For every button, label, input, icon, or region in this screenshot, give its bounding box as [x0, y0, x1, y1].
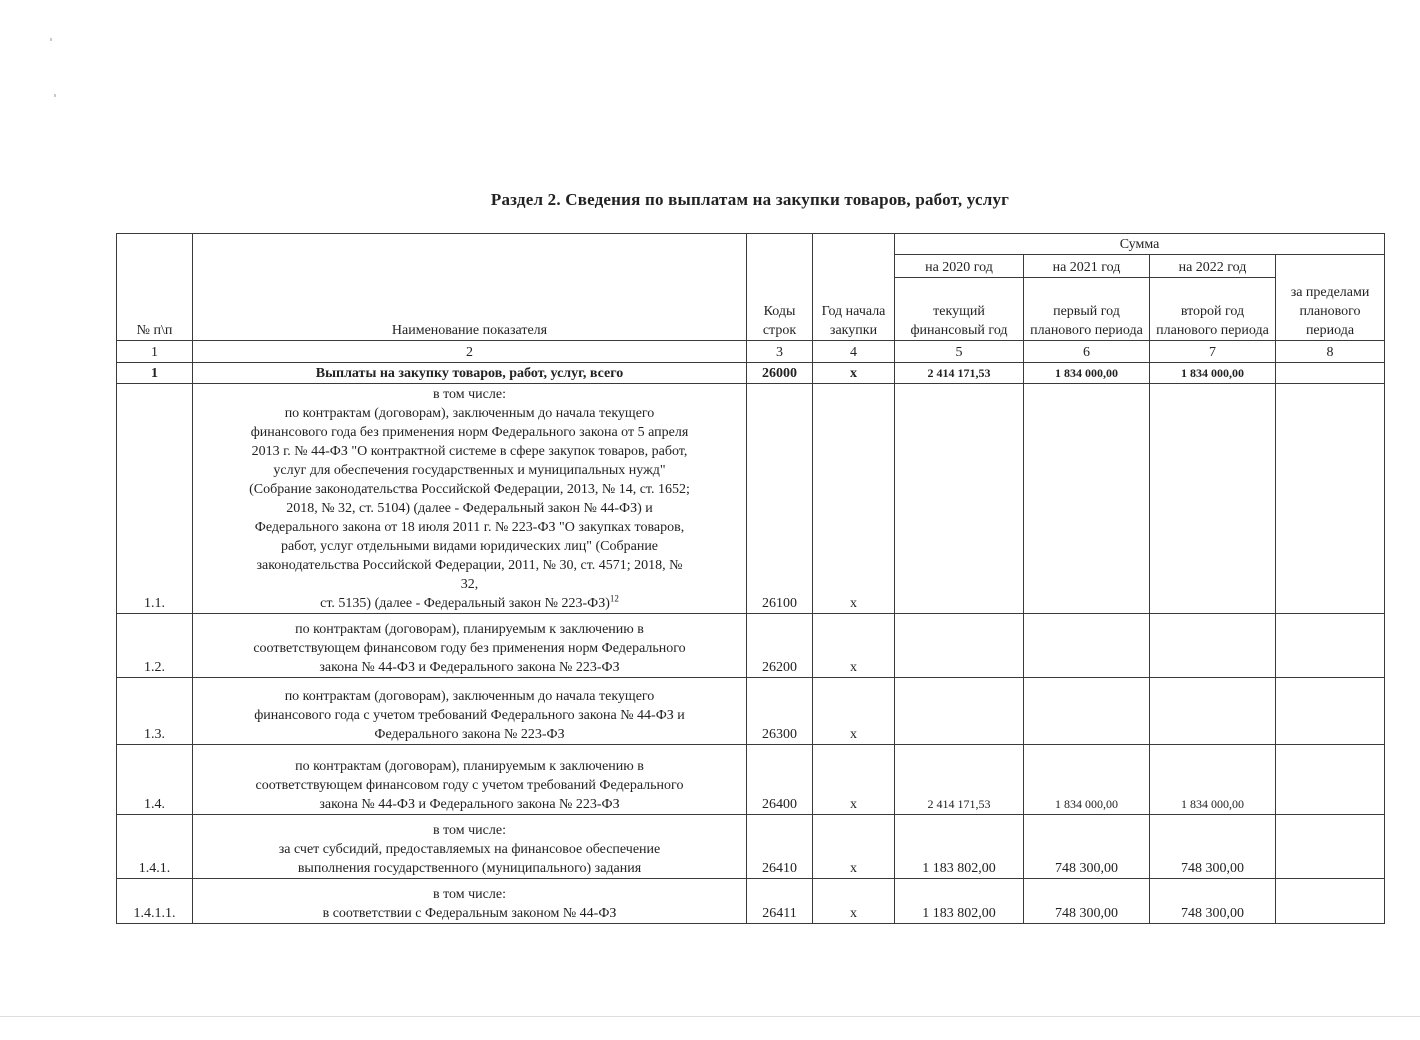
header-y2021: на 2021 год [1024, 255, 1150, 278]
table-row [117, 678, 1385, 745]
row-beyond [1276, 614, 1385, 678]
row-beyond [1276, 815, 1385, 879]
row-year: х [813, 815, 895, 879]
table-row [117, 384, 1385, 614]
row-v2022 [1150, 614, 1276, 678]
row-year: х [813, 614, 895, 678]
header-year-start: Год начала закупки [813, 234, 895, 341]
row-v2020: 1 183 802,00 [895, 815, 1024, 879]
col-number: 5 [895, 341, 1024, 363]
row-year: х [813, 363, 895, 384]
row-v2021: 748 300,00 [1024, 815, 1150, 879]
row-name: по контрактам (договорам), планируемым к заключению в соответствующем финансовом году без применения норм Федерального закона № 44-ФЗ и Федерального закона № 223-ФЗ [193, 614, 747, 678]
table-row [117, 815, 1385, 879]
row-v2021 [1024, 384, 1150, 614]
row-num: 1.3. [117, 678, 193, 745]
row-v2020 [895, 384, 1024, 614]
header-beyond: за пределами планового периода [1276, 255, 1385, 341]
row-year: х [813, 384, 895, 614]
table-row [117, 879, 1385, 924]
row-v2022: 748 300,00 [1150, 879, 1276, 924]
row-v2021 [1024, 614, 1150, 678]
row-code: 26200 [747, 614, 813, 678]
row-year: х [813, 745, 895, 815]
row-v2021: 1 834 000,00 [1024, 363, 1150, 384]
row-num: 1.2. [117, 614, 193, 678]
row-num: 1.1. [117, 384, 193, 614]
row-v2020 [895, 678, 1024, 745]
row-v2020: 1 183 802,00 [895, 879, 1024, 924]
row-num: 1.4.1.1. [117, 879, 193, 924]
row-v2022: 1 834 000,00 [1150, 745, 1276, 815]
row-code: 26100 [747, 384, 813, 614]
row-v2021: 1 834 000,00 [1024, 745, 1150, 815]
header-first: первый год планового периода [1024, 278, 1150, 341]
row-year: х [813, 879, 895, 924]
header-row-sum [117, 234, 1385, 255]
header-num: № п\п [117, 234, 193, 341]
page-title: Раздел 2. Сведения по выплатам на закупки товаров, работ, услуг [490, 190, 1010, 209]
row-name-cell [193, 384, 747, 614]
row-beyond [1276, 745, 1385, 815]
col-number: 2 [193, 341, 747, 363]
procurement-payments-table [116, 233, 1385, 924]
row-v2020 [895, 614, 1024, 678]
row-code: 26400 [747, 745, 813, 815]
row-v2022: 1 834 000,00 [1150, 363, 1276, 384]
column-numbers-row [117, 341, 1385, 363]
footnote-marker: 12 [609, 593, 619, 604]
row-name: в том числе: по контрактам (договорам), заключенным до начала текущего финансового года без применения норм Федерального закона от 5 апреля 2013 г. № 44-ФЗ "О контрактной системе в сфере закупок товаров, работ, услуг для обеспечения государственных и муниципальных нужд" (Собрание законодательства Российской Федерации, 2013, № 14, ст. 1652; 2018, № 32, ст. 5104) (далее - Федеральный закон № 44-ФЗ) и Федерального закона от 18 июля 2011 г. № 223-ФЗ "О закупках товаров, работ, услуг отдельными видами юридических лиц" (Собрание законодательства Российской Федерации, 2011, № 30, ст. 4571; 2018, № 32, ст. 5135) (далее - Федеральный закон № 223-ФЗ) [249, 387, 690, 611]
row-name: по контрактам (договорам), заключенным до начала текущего финансового года с учетом требований Федерального закона № 44-ФЗ и Федерального закона № 223-ФЗ [193, 678, 747, 745]
row-code: 26411 [747, 879, 813, 924]
row-num: 1.4.1. [117, 815, 193, 879]
row-name: по контрактам (договорам), планируемым к заключению в соответствующем финансовом году с учетом требований Федерального закона № 44-ФЗ и Федерального закона № 223-ФЗ [193, 745, 747, 815]
row-v2021 [1024, 678, 1150, 745]
header-sum: Сумма [895, 234, 1385, 255]
row-code: 26300 [747, 678, 813, 745]
row-name: в том числе: за счет субсидий, предоставляемых на финансовое обеспечение выполнения государственного (муниципального) задания [193, 815, 747, 879]
scan-speck [50, 38, 52, 41]
table-row [117, 614, 1385, 678]
scan-speck [54, 94, 56, 97]
row-year: х [813, 678, 895, 745]
col-number: 7 [1150, 341, 1276, 363]
row-num: 1.4. [117, 745, 193, 815]
row-v2021: 748 300,00 [1024, 879, 1150, 924]
row-beyond [1276, 363, 1385, 384]
col-number: 1 [117, 341, 193, 363]
table-row [117, 745, 1385, 815]
row-beyond [1276, 678, 1385, 745]
row-v2022 [1150, 384, 1276, 614]
header-y2020: на 2020 год [895, 255, 1024, 278]
header-current: текущий финансовый год [895, 278, 1024, 341]
table-row [117, 363, 1385, 384]
row-beyond [1276, 879, 1385, 924]
col-number: 6 [1024, 341, 1150, 363]
header-y2022: на 2022 год [1150, 255, 1276, 278]
header-code: Коды строк [747, 234, 813, 341]
col-number: 8 [1276, 341, 1385, 363]
row-code: 26000 [747, 363, 813, 384]
row-code: 26410 [747, 815, 813, 879]
row-v2020: 2 414 171,53 [895, 745, 1024, 815]
row-name: Выплаты на закупку товаров, работ, услуг, всего [193, 363, 747, 384]
col-number: 3 [747, 341, 813, 363]
scan-edge-line [0, 1016, 1420, 1017]
row-beyond [1276, 384, 1385, 614]
row-num: 1 [117, 363, 193, 384]
row-v2022: 748 300,00 [1150, 815, 1276, 879]
header-second: второй год планового периода [1150, 278, 1276, 341]
header-name: Наименование показателя [193, 234, 747, 341]
col-number: 4 [813, 341, 895, 363]
row-v2020: 2 414 171,53 [895, 363, 1024, 384]
row-name: в том числе: в соответствии с Федеральным законом № 44-ФЗ [193, 879, 747, 924]
row-v2022 [1150, 678, 1276, 745]
